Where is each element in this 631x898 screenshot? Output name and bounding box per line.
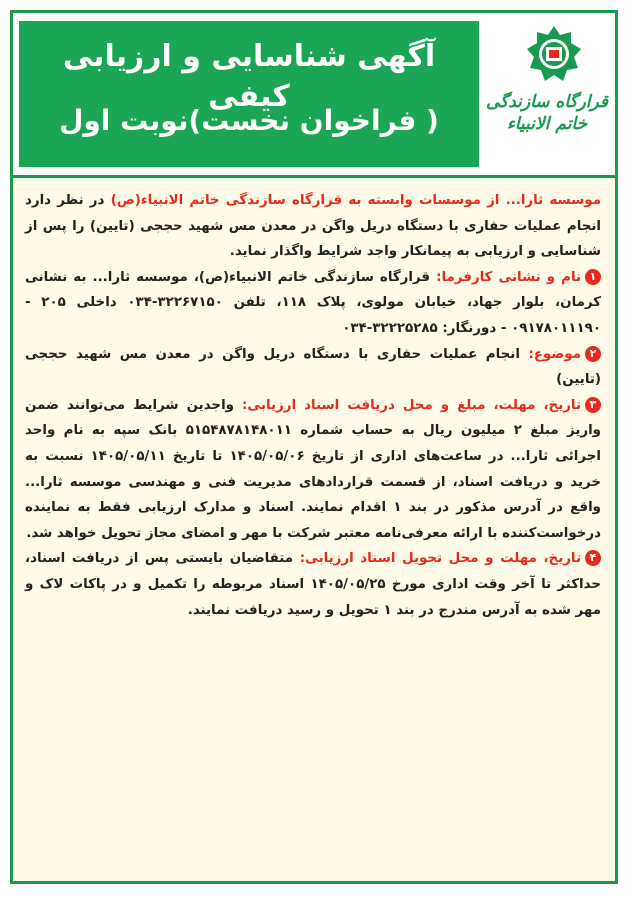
section-heading: نام و نشانی کارفرما:: [436, 269, 582, 285]
ad-header: [13, 13, 615, 178]
section-heading: تاریخ، مهلت، مبلغ و محل دریافت اسناد ارزیابی:: [242, 397, 581, 413]
section-3: [25, 393, 601, 547]
section-number-badge: ۲: [585, 346, 601, 362]
section-heading: تاریخ، مهلت و محل تحویل اسناد ارزیابی:: [299, 551, 581, 567]
ad-frame: [10, 10, 618, 884]
ad-subtitle: ( فراخوان نخست)نوبت اول: [59, 104, 439, 137]
intro-highlight: موسسه ثارا... از موسسات وابسته به قرارگاه سازندگی خاتم الانبیاء(ص): [110, 193, 601, 208]
section-text: متقاضیان بایستی پس از دریافت اسناد، حداکثر تا آخر وقت اداری مورخ ۱۴۰۵/۰۵/۲۵ اسناد مربوطه را تکمیل و در پاکات لاک و مهر شده به آدرس مندرج در بند ۱ تحویل و رسید دریافت نمایند.: [25, 551, 601, 618]
section-number-badge: ۱: [585, 269, 601, 285]
ad-body: [13, 178, 615, 881]
section-text: قرارگاه سازندگی خاتم الانبیاء(ص)، موسسه ثارا... به نشانی کرمان، بلوار جهاد، خیابان مولوی، پلاک ۱۱۸، تلفن ۳۲۲۶۷۱۵۰-۰۳۴ داخلی ۲۰۵ - ۰۹۱۷۸۰۱۱۱۹۰ - دورنگار: ۳۲۲۲۵۲۸۵-۰۳۴: [25, 269, 602, 336]
section-text: واجدین شرایط می‌توانند ضمن واریز مبلغ ۲ میلیون ریال به حساب شماره ۵۱۵۴۸۷۸۱۴۸۰۱۱ بانک سپه به نام واحد اجرائی ثارا... در ساعت‌های اداری از تاریخ ۱۴۰۵/۰۵/۰۶ تا تاریخ ۱۴۰۵/۰۵/۱۱ نسبت به خرید و دریافت اسناد، از قسمت قراردادهای مدیریت فنی و مهندسی موسسه ثارا... واقع در آدرس مذکور در بند ۱ اقدام نمایند. اسناد و مدارک ارزیابی فقط به نماینده درخواست‌کننده با ارائه معرفی‌نامه معتبر شرکت با مهر و امضای مجاز تحویل خواهد شد.: [25, 397, 601, 541]
section-number-badge: ۴: [585, 550, 601, 566]
logo-text: قرارگاه سازندگی خاتم الانبیاء: [485, 92, 609, 134]
logo: [483, 21, 611, 167]
title-box: [19, 21, 479, 167]
section-text: انجام عملیات حفاری با دستگاه دریل واگن در معدن مس شهید حججی (تایین): [25, 346, 601, 388]
ad-title: آگهی شناسایی و ارزیابی کیفی: [62, 39, 436, 114]
section-2: [25, 342, 601, 393]
section-4: [25, 546, 601, 623]
section-heading: موضوع:: [528, 346, 581, 362]
intro-text: در نظر دارد انجام عملیات حفاری با دستگاه دریل واگن در معدن مس شهید حججی (تایین) را پس از شناسایی و ارزیابی به پیمانکار واجد شرایط واگذار نماید.: [25, 193, 601, 260]
intro-paragraph: [25, 188, 601, 265]
section-1: [25, 265, 601, 342]
section-number-badge: ۳: [585, 397, 601, 413]
khatam-emblem-icon: [525, 25, 583, 83]
